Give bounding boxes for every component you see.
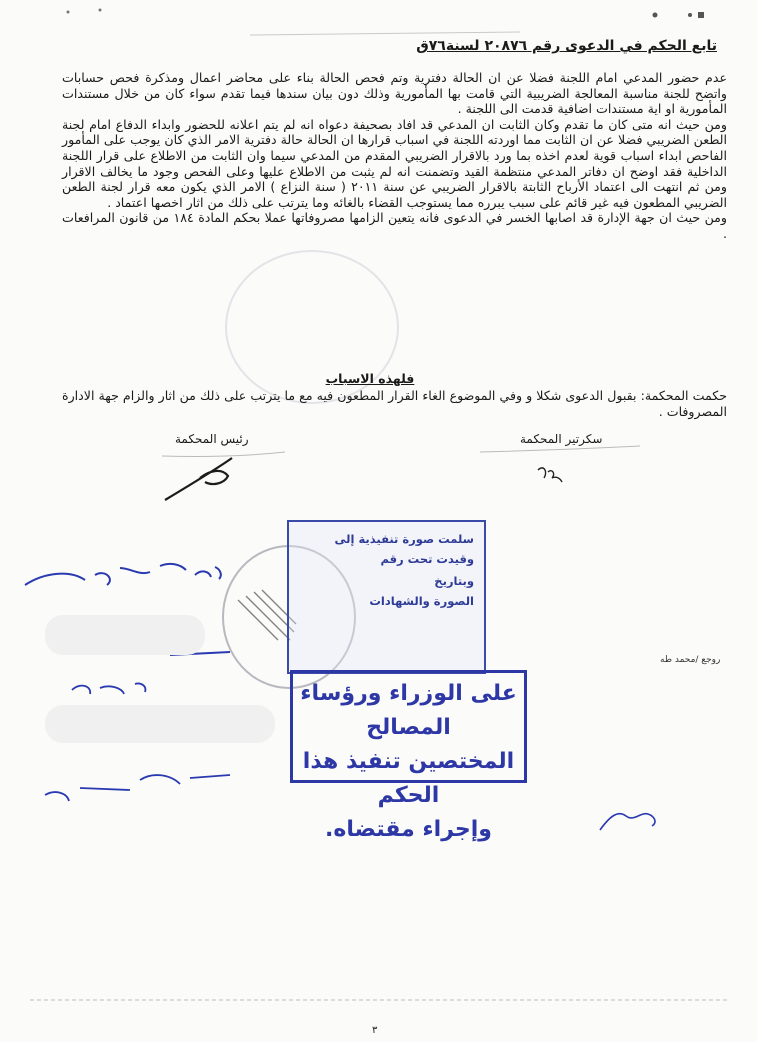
stamp-line: الصورة والشهادات: [369, 594, 474, 608]
enforcement-stamp: [290, 670, 527, 842]
reasons-heading: فلهذه الاسباب: [325, 371, 415, 386]
stamp-line: على الوزراء ورؤساء المصالح: [300, 681, 517, 740]
stamp-line: وقيدت تحت رقم: [380, 552, 474, 566]
paragraph: ومن حيث انه متى كان ما تقدم وكان الثابت ان المدعي قد افاد بصحيفة دعواه انه لم يتم اعلانه للحضور وابداء الدفاع امام لجنة الطعن الضريبي فضلا عن ان الثابت مما اوردته اللجنة في اسباب قرارها ان الحالة حالة دفترية الامر الذي كان يوجب على المأمور الفاحص ابداء اسباب قوية لعدم اخذه بما ورد بالاقرار الضريبي المقدم من المدعي سيما وان الثابت من الاطلاع على قرار اللجنة الداخلية فقد اوضح ان دفاتر المدعي منتظمة القيد وتضمنت انه لم يثبت من الاطلاع عليها وعلى الفحص وجود ما يخالف الاقرار ومن ثم انتهت الى اعتماد الأرباح الثابتة بالاقرار الضريبي عن سنة ٢٠١١ ( سنة النزاع ) الامر الذي يكون معه قرار لجنة الطعن الضريبي المطعون فيه غير قائم على سبب يبرره مما يستوجب القضاء بالغائه وما يترتب على ذلك من اثار اخصها اعتماد .: [62, 116, 727, 210]
reviewed-by-note: روجع /محمد طه: [660, 655, 721, 665]
paragraph: ومن حيث ان جهة الإدارة قد اصابها الخسر في الدعوى فانه يتعين الزامها مصروفاتها عملا بحكم المادة ١٨٤ من قانون المرافعات .: [62, 210, 727, 241]
redacted-area: [45, 615, 205, 655]
stamp-line: المختصين تنفيذ هذا الحكم: [302, 749, 515, 808]
ruling-paragraph: حكمت المحكمة: بقبول الدعوى شكلا و وفي الموضوع الغاء القرار المطعون فيه مع ما يترتب على ذلك من اثار والزام جهة الادارة المصروفات .: [62, 388, 727, 419]
judgment-body: [62, 70, 727, 242]
court-secretary-label: سكرتير المحكمة: [520, 432, 603, 446]
court-president-label: رئيس المحكمة: [175, 432, 249, 446]
paragraph: عدم حضور المدعي امام اللجنة فضلا عن ان الحالة دفترية وتم فحص الحالة بناء على محاضر اعمال ومذكرة فحص حسابات واتضح للجنة مناسبة المعالجة الضريبية التي قامت بها المأمورية وذلك دون بيان سندها فيما تقدم سواء كان من خلال مستندات المأمورية او اية مستندات اضافية قدمت الى اللجنة .: [62, 70, 727, 117]
page-number: ٣: [372, 1025, 378, 1036]
page-title: تابع الحكم في الدعوى رقم ٢٠٨٧٦ لسنة٧٦ق: [416, 38, 717, 54]
stamp-line: سلمت صورة تنفيذية إلى: [334, 532, 474, 546]
executive-copy-stamp: [287, 520, 486, 674]
ruling-text: [62, 388, 727, 420]
redacted-area: [45, 705, 275, 743]
stamp-line: وبتاريخ: [434, 574, 474, 588]
stamp-line: وإجراء مقتضاه.: [325, 817, 492, 842]
